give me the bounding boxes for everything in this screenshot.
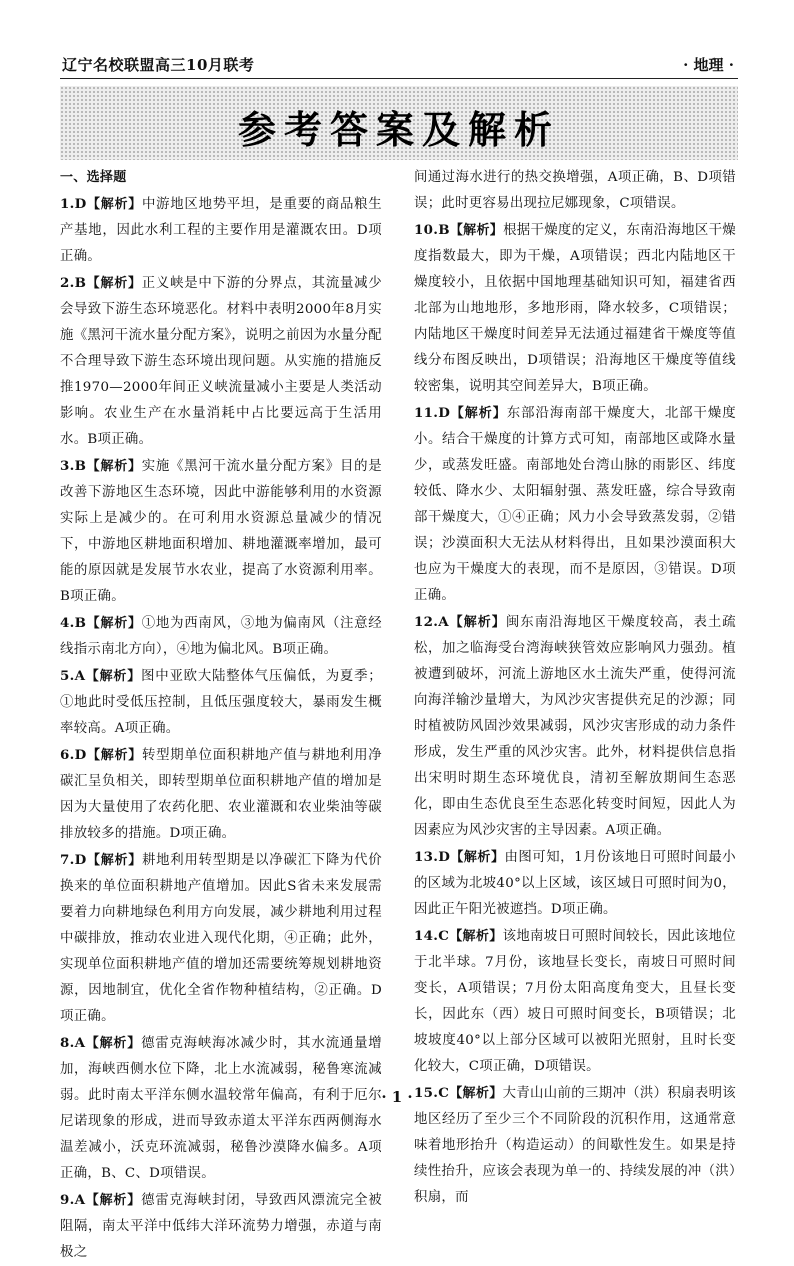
- question-number: 4.: [60, 615, 75, 631]
- question-number: 8.: [60, 1035, 75, 1051]
- analysis-tag: 【解析】: [86, 459, 142, 474]
- question-number: 15.: [414, 1085, 439, 1101]
- analysis-text: 耕地利用转型期是以净碳汇下降为代价换来的单位面积耕地产值增加。因此S省未来发展需要着力向耕地绿色利用方向发展，减少耕地利用过程中碳排放，推动农业进入现代化期，④正确；此外，实现单位面积耕地产值的增加还需要统筹规划耕地资源，因地制宜，优化全省作物种植结构，②正确。D项正确。: [60, 853, 383, 1024]
- analysis-text: 该地南坡日可照时间较长，因此该地位于北半球。7月份，该地昼长变长，南坡日可照时间变长，A项错误；7月份太阳高度角变大，且昼长变长，因此东（西）坡日可照时间变长，B项错误；北坡坡度40°以上部分区域可以被阳光照射，且时长变化较大，C项正确，D项错误。: [414, 929, 736, 1074]
- answer-item: [414, 923, 736, 1080]
- question-number: 11.: [414, 405, 439, 421]
- answer-item: [60, 610, 382, 663]
- answer-item: [414, 217, 736, 400]
- question-number: 10.: [414, 222, 439, 238]
- subject-label: · 地理 ·: [683, 56, 734, 74]
- analysis-text: 德雷克海峡海冰减少时，其水流通量增加，海峡西侧水位下降，北上水流减弱，秘鲁寒流减弱。此时南太平洋东侧水温较常年偏高，有利于厄尔尼诺现象的形成，进而导致赤道太平洋东西两侧海水温差减小，沃克环流减弱，秘鲁沙漠降水偏多。A项正确，B、C、D项错误。: [60, 1036, 382, 1181]
- question-number: 9.: [60, 1192, 75, 1208]
- question-number: 3.: [60, 458, 75, 474]
- analysis-text: 根据干燥度的定义，东南沿海地区干燥度指数最大，即为干燥，A项错误；西北内陆地区干燥度较小，且依据中国地理基础知识可知，福建省西北部为山地地形，多地形雨，降水较多，C项错误；内陆地区干燥度时间差异无法通过福建省干燥度等值线分布图反映出，D项错误；沿海地区干燥度等值线较密集，说明其空间差异大，B项正确。: [414, 223, 736, 394]
- question-number: 5.: [60, 668, 75, 684]
- analysis-text: 德雷克海峡封闭，导致西风漂流完全被阻隔，南太平洋中低纬大洋环流势力增强，赤道与南极之: [60, 1193, 382, 1260]
- analysis-tag: 【解析】: [86, 853, 142, 868]
- analysis-tag: 【解析】: [85, 1193, 142, 1208]
- answer-letter: B: [74, 615, 87, 631]
- answer-letter: B: [438, 222, 450, 238]
- analysis-text: ①地为西南风，③地为偏南风（注意经线指示南北方向），④地为偏北风。B项正确。: [60, 616, 382, 657]
- answer-letter: D: [438, 849, 451, 865]
- answer-item: [60, 191, 382, 270]
- analysis-tag: 【解析】: [448, 615, 506, 630]
- analysis-tag: 【解析】: [450, 406, 507, 421]
- question-number: 13.: [414, 849, 439, 865]
- analysis-text: 大青山山前的三期冲（洪）积扇表明该地区经历了至少三个不同阶段的沉积作用，这通常意味着地形抬升（构造运动）的间歇性发生。如果是持续性抬升，应该会表现为单一的、持续发展的冲（洪）积扇，而: [414, 1086, 736, 1205]
- analysis-tag: 【解析】: [449, 1086, 503, 1101]
- title-banner: [60, 86, 738, 160]
- answer-letter: A: [74, 668, 86, 684]
- analysis-tag: 【解析】: [85, 669, 142, 684]
- answer-letter: D: [74, 196, 87, 212]
- answer-item: [414, 609, 736, 844]
- analysis-text: 图中亚欧大陆整体气压偏低，为夏季；①地此时受低压控制，且低压强度较大，暴雨发生概率较高。A项正确。: [60, 669, 382, 736]
- answer-letter: D: [74, 747, 87, 763]
- exam-title: 辽宁名校联盟高三10月联考: [62, 56, 255, 74]
- document-title: 参考答案及解析: [237, 108, 560, 152]
- analysis-text: 转型期单位面积耕地产值与耕地利用净碳汇呈负相关，即转型期单位面积耕地产值的增加是因为大量使用了农药化肥、农业灌溉和农业柴油等碳排放较多的措施。D项正确。: [60, 748, 383, 841]
- answer-letter: C: [438, 1085, 450, 1101]
- answer-item: [60, 663, 382, 742]
- answer-item: [414, 400, 736, 609]
- answer-item: [414, 844, 736, 923]
- answer-letter: B: [74, 275, 87, 291]
- analysis-tag: 【解析】: [86, 197, 142, 212]
- analysis-tag: 【解析】: [86, 616, 142, 631]
- analysis-tag: 【解析】: [450, 850, 505, 865]
- analysis-tag: 【解析】: [86, 748, 142, 763]
- question-number: 1.: [60, 196, 75, 212]
- answer-item: [60, 742, 382, 847]
- answer-letter: A: [438, 614, 449, 630]
- analysis-text: 正义峡是中下游的分界点，其流量减少会导致下游生态环境恶化。材料中表明2000年8月实施《黑河干流水量分配方案》，说明之前因为水量分配不合理导致下游生态环境出现问题。从实施的措施反推1970—2000年间正义峡流量减小主要是人类活动影响。农业生产在水量消耗中占比要远高于生活用水。B项正确。: [60, 276, 382, 447]
- question-number: 14.: [414, 928, 439, 944]
- question-number: 2.: [60, 275, 75, 291]
- analysis-text: 由图可知，1月份该地日可照时间最小的区域为北坡40°以上区域，该区域日可照时间为0，因此正午阳光被遮挡。D项正确。: [414, 850, 736, 917]
- analysis-text: 闽东南沿海地区干燥度较高，表土疏松，加之临海受台湾海峡狭管效应影响风力强劲。植被遭到破坏，河流上游地区水土流失严重，使得河流向海洋输沙量增大，为风沙灾害提供充足的沙源；同时植被防风固沙效果减弱，风沙灾害形成的动力条件形成，发生严重的风沙灾害。此外，材料提供信息指出宋明时期生态环境优良，清初至解放期间生态恶化，即由生态优良至生态恶化转变时间短，因此人为因素应为风沙灾害的主导因素。A项正确。: [414, 615, 736, 838]
- page-header: [60, 48, 738, 79]
- answer-letter: A: [74, 1192, 86, 1208]
- analysis-text: 中游地区地势平坦，是重要的商品粮生产基地，因此水利工程的主要作用是灌溉农田。D项正确。: [60, 197, 383, 264]
- answer-item: [60, 453, 382, 610]
- answer-item: [60, 847, 382, 1030]
- answer-item: [60, 1030, 382, 1187]
- analysis-text: 实施《黑河干流水量分配方案》目的是改善下游地区生态环境，因此中游能够利用的水资源实际上是减少的。在可利用水资源总量减少的情况下，中游地区耕地面积增加、耕地灌溉率增加，最可能的原因就是发展节水农业，提高了水资源利用率。B项正确。: [60, 459, 382, 604]
- answer-item: [60, 270, 382, 453]
- answer-letter: A: [74, 1035, 86, 1051]
- right-column: [414, 165, 736, 1211]
- analysis-text: 东部沿海南部干燥度大，北部干燥度小。结合干燥度的计算方式可知，南部地区或降水量少，或蒸发旺盛。南部地处台湾山脉的雨影区、纬度较低、降水少、太阳辐射强、蒸发旺盛，综合导致南部干燥度大，①④正确；风力小会导致蒸发弱，②错误；沙漠面积大无法从材料得出，且如果沙漠面积大也应为干燥度大的表现，而不是原因，③错误。D项正确。: [414, 406, 736, 603]
- analysis-tag: 【解析】: [86, 276, 142, 291]
- answer-letter: D: [438, 405, 451, 421]
- answer-letter: C: [438, 928, 450, 944]
- answer-list-right: [414, 165, 736, 1211]
- question-number: 12.: [414, 614, 439, 630]
- analysis-tag: 【解析】: [449, 223, 504, 238]
- answer-item: [414, 165, 736, 217]
- analysis-tag: 【解析】: [449, 929, 503, 944]
- question-number: 7.: [60, 852, 75, 868]
- answer-item: [60, 1187, 382, 1266]
- page-number: · 1 ·: [381, 1088, 413, 1106]
- section-title: 一、选择题: [60, 170, 127, 185]
- analysis-tag: 【解析】: [85, 1036, 142, 1051]
- analysis-text: 间通过海水进行的热交换增强，A项正确，B、D项错误；此时更容易出现拉尼娜现象，C项错误。: [414, 170, 736, 211]
- question-number: 6.: [60, 747, 75, 763]
- answer-letter: B: [74, 458, 87, 474]
- answer-letter: D: [74, 852, 87, 868]
